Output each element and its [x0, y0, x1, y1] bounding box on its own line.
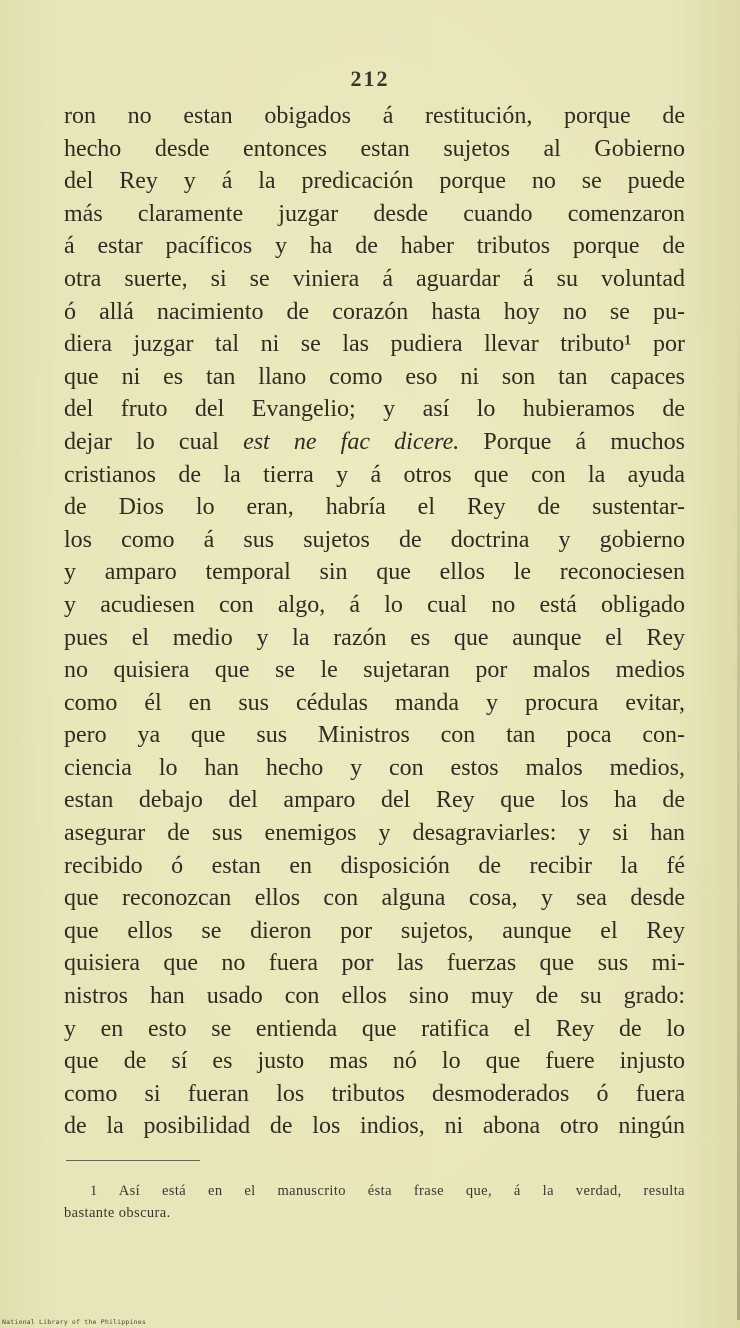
- text-line: del fruto del Evangelio; y así lo hubieramos de: [64, 396, 685, 423]
- text-line: y en esto se entienda que ratifica el Rey de lo: [64, 1015, 685, 1042]
- italic-after: Porque á muchos: [459, 428, 685, 455]
- text-line: y amparo temporal sin que ellos le reconociesen: [64, 559, 685, 586]
- text-line: diera juzgar tal ni se las pudiera llevar tributo¹ por: [64, 331, 685, 358]
- latin-phrase: est ne fac dicere.: [243, 428, 460, 455]
- text-line: recibido ó estan en disposición de recibir la fé: [64, 852, 685, 879]
- body-text: [64, 100, 685, 1143]
- text-line-with-italic: [64, 426, 685, 459]
- library-credit: National Library of the Philippines: [2, 1318, 146, 1326]
- text-line: y acudiesen con algo, á lo cual no está obligado: [64, 591, 685, 618]
- text-line: estan debajo del amparo del Rey que los ha de: [64, 787, 685, 814]
- footnote-rule: [66, 1160, 200, 1161]
- text-line: quisiera que no fuera por las fuerzas que sus mi-: [64, 950, 685, 977]
- text-line: pero ya que sus Ministros con tan poca con-: [64, 722, 685, 749]
- text-line: hecho desde entonces estan sujetos al Gobierno: [64, 135, 685, 162]
- text-line: ó allá nacimiento de corazón hasta hoy no se pu-: [64, 298, 685, 325]
- text-line: los como á sus sujetos de doctrina y gobierno: [64, 526, 685, 553]
- text-line: otra suerte, si se viniera á aguardar á su voluntad: [64, 265, 685, 292]
- text-line: pues el medio y la razón es que aunque el Rey: [64, 624, 685, 651]
- page-number: 212: [350, 66, 390, 91]
- text-line: ciencia lo han hecho y con estos malos medios,: [64, 754, 685, 781]
- text-line: como él en sus cédulas manda y procura evitar,: [64, 689, 685, 716]
- italic-before: dejar lo cual: [64, 428, 244, 455]
- text-line: cristianos de la tierra y á otros que con la ayuda: [64, 461, 685, 488]
- text-line: ron no estan obigados á restitución, porque de: [64, 103, 685, 129]
- text-line: de la posibilidad de los indios, ni abona otro ningún: [64, 1113, 685, 1140]
- text-line: nistros han usado con ellos sino muy de su grado:: [64, 983, 685, 1010]
- footnote: [64, 1180, 685, 1224]
- text-line: asegurar de sus enemigos y desagraviarles: y si han: [64, 820, 685, 847]
- text-line: á estar pacíficos y ha de haber tributos porque de: [64, 233, 685, 260]
- text-line: de Dios lo eran, habría el Rey de sustentar-: [64, 494, 685, 521]
- text-line: que ni es tan llano como eso ni son tan capaces: [64, 363, 685, 390]
- text-line: como si fueran los tributos desmoderados ó fuera: [64, 1080, 685, 1107]
- text-line: que de sí es justo mas nó lo que fuere injusto: [64, 1048, 685, 1075]
- text-line: que reconozcan ellos con alguna cosa, y sea desde: [64, 885, 685, 912]
- text-line: más claramente juzgar desde cuando comenzaron: [64, 200, 685, 227]
- text-line: no quisiera que se le sujetaran por malos medios: [64, 657, 685, 684]
- text-line: del Rey y á la predicación porque no se puede: [64, 168, 685, 195]
- footnote-line: 1 Así está en el manuscrito ésta frase que, á la verdad, resulta: [90, 1183, 685, 1199]
- footnote-line: bastante obscura.: [64, 1205, 171, 1221]
- text-line: que ellos se dieron por sujetos, aunque el Rey: [64, 917, 685, 944]
